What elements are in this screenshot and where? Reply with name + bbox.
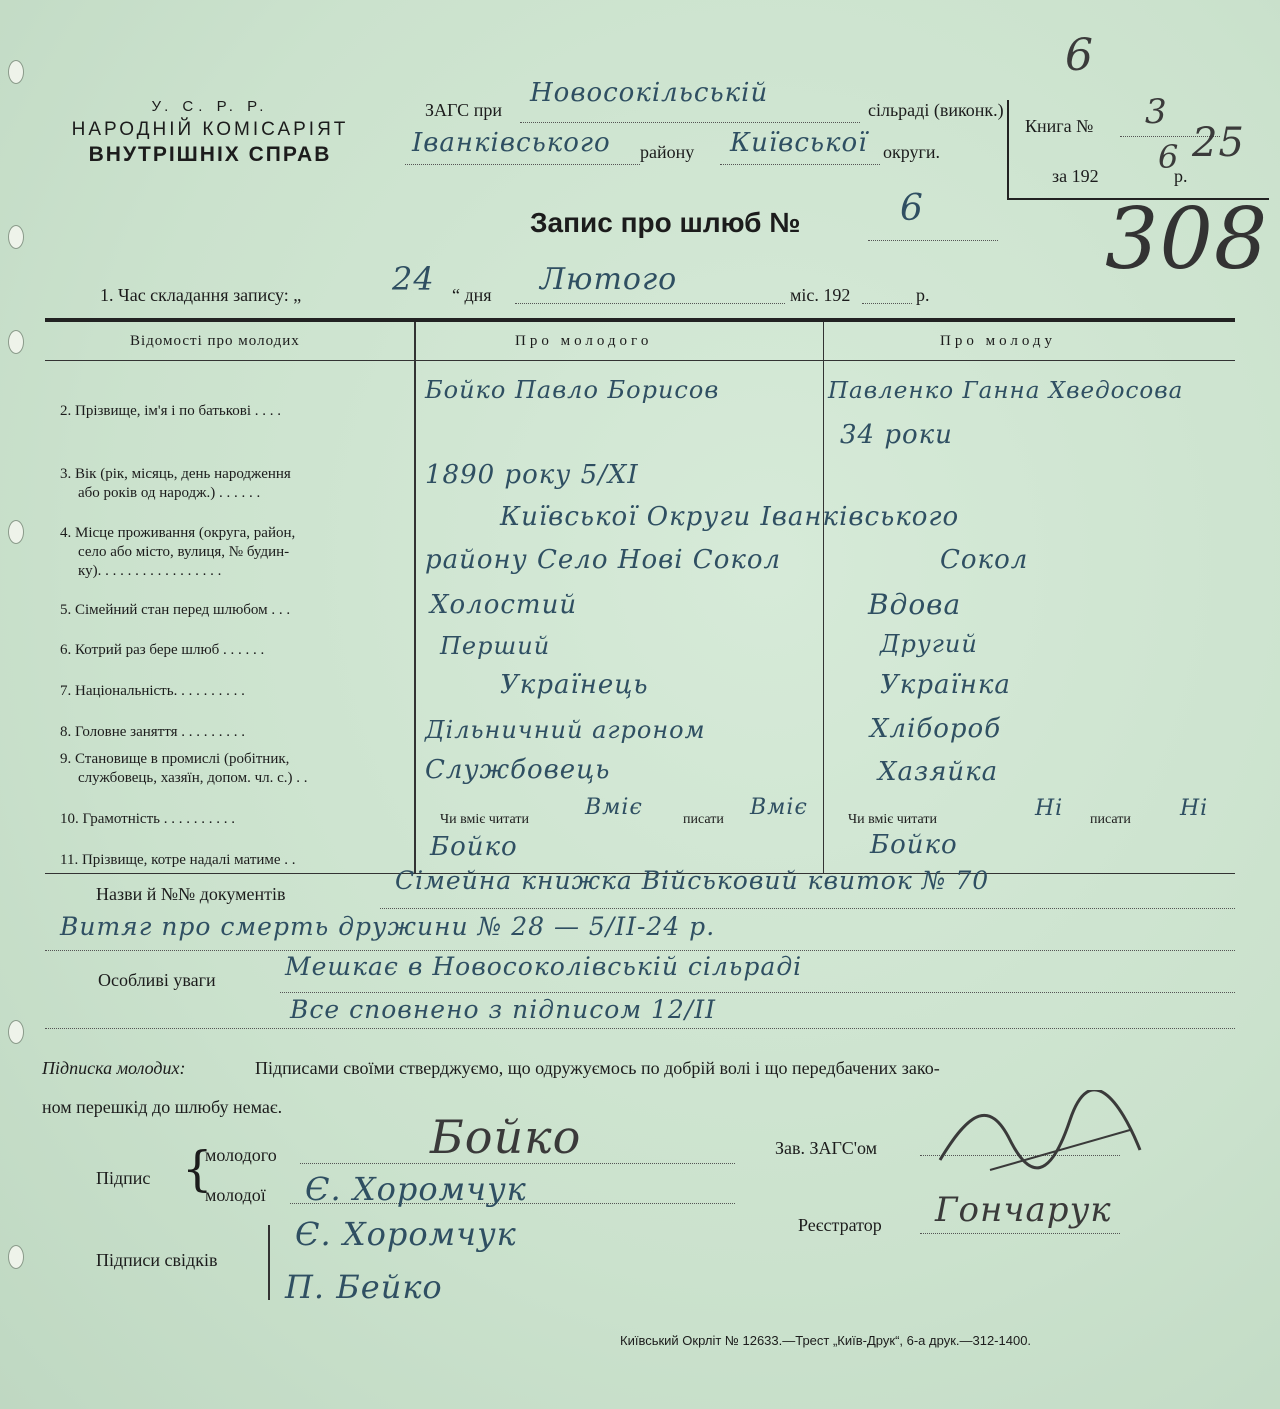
groom-sign-label: молодого <box>205 1145 277 1165</box>
head-zags-signature-scribble <box>930 1090 1160 1200</box>
book-year-label: за 192 <box>1052 166 1099 186</box>
col-info-header: Відомості про молодих <box>130 333 300 349</box>
bride-write-hw: Ні <box>1180 796 1209 821</box>
witness-1-signature-hw: Є. Хоромчук <box>295 1215 517 1253</box>
groom-times-hw: Перший <box>440 632 551 660</box>
head-zags-label: Зав. ЗАГС'ом <box>775 1138 877 1158</box>
record-month-label: міс. 192 <box>790 285 851 305</box>
witnesses-bracket <box>268 1225 270 1300</box>
witnesses-label: Підписи свідків <box>96 1250 218 1270</box>
groom-occupation-hw: Дільничний агроном <box>425 716 706 744</box>
record-year-suffix: р. <box>916 285 930 305</box>
documents-label: Назви й №№ документів <box>96 884 286 904</box>
raion-line <box>405 164 640 165</box>
bride-marital-hw: Вдова <box>868 588 962 621</box>
witness-2-signature-hw: П. Бейко <box>285 1268 443 1306</box>
groom-write-label: писати <box>683 812 724 827</box>
record-month-line <box>515 303 785 304</box>
row-label-position-1: 9. Становище в промислі (робітник, <box>60 751 290 767</box>
groom-read-label: Чи вміє читати <box>440 812 530 827</box>
row-label-literacy: 10. Грамотність . . . . . . . . . . <box>60 811 235 827</box>
bride-signature-hw: Є. Хоромчук <box>305 1170 527 1208</box>
raion-label: району <box>640 142 695 162</box>
bride-name-hw: Павленко Ганна Хведосова <box>828 378 1184 404</box>
bride-age-hw: 34 роки <box>840 420 953 450</box>
notes-line-1 <box>280 992 1235 993</box>
row-label-times: 6. Котрий раз бере шлюб . . . . . . <box>60 642 265 658</box>
book-year-suffix: р. <box>1174 166 1188 186</box>
table-col-divider-1 <box>414 322 416 874</box>
gov-line-1: У. С. Р. Р. <box>151 98 269 115</box>
registrar-signature-hw: Гончарук <box>935 1190 1112 1230</box>
zags-suffix: сільраді (виконк.) <box>868 100 1004 120</box>
registrar-label: Реєстратор <box>798 1215 882 1235</box>
book-label: Книга № <box>1025 116 1094 136</box>
bride-residence-hw: Сокол <box>940 545 1029 575</box>
punch-hole <box>8 1245 24 1269</box>
row-label-future-name: 11. Прізвище, котре надалі матиме . . <box>60 852 296 868</box>
notes-line-1-hw: Мешкає в Новосоколівській сільраді <box>285 952 803 981</box>
sign-brace-icon: { <box>182 1141 213 1197</box>
row-label-position-2: службовець, хазяїн, допом. чл. с.) . . <box>78 770 308 786</box>
row-label-residence-2: село або місто, вулиця, № будин- <box>78 544 290 560</box>
okruh-line <box>720 164 880 165</box>
pledge-text-1: Підписами своїми стверджуємо, що одружуємось по добрій волі і що передбачених зако- <box>255 1058 940 1078</box>
bride-nationality-hw: Українка <box>880 670 1011 700</box>
documents-line-2 <box>45 950 1235 951</box>
groom-signature-hw: Бойко <box>430 1110 582 1164</box>
row-label-age-2: або років од народж.) . . . . . . <box>78 485 261 501</box>
government-header <box>40 98 380 167</box>
documents-line-2-hw: Витяг про смерть дружини № 28 — 5/ІІ-24 р. <box>60 912 716 941</box>
groom-age-hw: 1890 року 5/ХІ <box>425 460 639 490</box>
documents-line-1-hw: Сімейна книжка Військовий квиток № 70 <box>395 866 990 895</box>
groom-residence-1-hw: Київської Округи Іванківського <box>500 502 960 532</box>
row-label-name: 2. Прізвище, ім'я і по батькові . . . . <box>60 403 282 419</box>
notes-label: Особливі уваги <box>98 970 216 990</box>
corner-number-hw: 6 <box>1065 30 1094 81</box>
record-day-label: “ дня <box>452 285 492 305</box>
record-number-line <box>868 240 998 241</box>
book-year-alt-hw: 25 <box>1192 120 1245 166</box>
groom-read-hw: Вміє <box>585 795 643 820</box>
punch-hole <box>8 60 24 84</box>
punch-hole <box>8 330 24 354</box>
row-label-marital: 5. Сімейний стан перед шлюбом . . . <box>60 602 291 618</box>
raion-hw: Іванківського <box>412 128 611 158</box>
side-number-hw: 308 <box>1105 190 1269 288</box>
bride-occupation-hw: Хлібороб <box>870 714 1002 744</box>
table-top-rule <box>45 318 1235 322</box>
record-time-label: 1. Час складання запису: „ <box>100 285 302 305</box>
bride-position-hw: Хазяйка <box>878 757 999 787</box>
print-footer: Київський Окрліт № 12633.—Трест „Київ-Друк“, 6-а друк.—312-1400. <box>620 1333 1032 1348</box>
col-bride-header: Про молоду <box>940 333 1057 349</box>
gov-line-3: ВНУТРІШНІХ СПРАВ <box>88 143 332 166</box>
okruh-hw: Київської <box>730 128 868 158</box>
punch-hole <box>8 1020 24 1044</box>
zags-prefix: ЗАГС при <box>425 100 502 120</box>
zags-village-line <box>520 122 860 123</box>
record-title: Запис про шлюб № <box>530 207 801 238</box>
notes-line-2 <box>45 1028 1235 1029</box>
okruh-label: округи. <box>883 142 941 162</box>
table-col-divider-2 <box>823 322 824 874</box>
book-number-hw: 3 <box>1145 92 1168 132</box>
row-label-occupation: 8. Головне заняття . . . . . . . . . <box>60 724 245 740</box>
bride-sign-label: молодої <box>205 1185 266 1205</box>
registrar-line <box>920 1233 1120 1234</box>
row-label-age-1: 3. Вік (рік, місяць, день народження <box>60 466 291 482</box>
record-number-hw: 6 <box>900 188 924 229</box>
groom-marital-hw: Холостий <box>430 590 578 620</box>
bride-future-name-hw: Бойко <box>870 830 958 860</box>
sign-label: Підпис <box>96 1168 151 1188</box>
bride-times-hw: Другий <box>880 630 978 658</box>
zags-village-hw: Новосокільській <box>530 78 769 108</box>
bride-write-label: писати <box>1090 812 1131 827</box>
row-label-residence-1: 4. Місце проживання (округа, район, <box>60 525 296 541</box>
documents-line-1 <box>380 908 1235 909</box>
groom-residence-2-hw: району Село Нові Сокол <box>425 545 782 575</box>
notes-line-2-hw: Все сповнено з підписом 12/ІІ <box>290 995 716 1024</box>
groom-name-hw: Бойко Павло Борисов <box>425 376 720 404</box>
record-year-line <box>862 303 912 304</box>
pledge-label: Підписка молодих: <box>42 1058 186 1078</box>
gov-line-2: НАРОДНІЙ КОМІСАРІЯТ <box>71 119 349 140</box>
groom-write-hw: Вміє <box>750 795 808 820</box>
bride-read-label: Чи вміє читати <box>848 812 938 827</box>
book-year-hw: 6 <box>1158 138 1180 176</box>
row-label-residence-3: ку). . . . . . . . . . . . . . . . . <box>78 563 222 579</box>
record-month-hw: Лютого <box>540 262 678 297</box>
groom-nationality-hw: Українець <box>500 670 649 700</box>
record-day-hw: 24 <box>392 260 435 298</box>
col-groom-header: Про молодого <box>515 333 653 349</box>
groom-position-hw: Службовець <box>425 755 611 785</box>
table-header-rule <box>45 360 1235 361</box>
groom-future-name-hw: Бойко <box>430 832 518 862</box>
punch-hole <box>8 520 24 544</box>
pledge-text-2: ном перешкід до шлюбу немає. <box>42 1097 283 1117</box>
bride-read-hw: Ні <box>1035 796 1064 821</box>
row-label-nationality: 7. Національність. . . . . . . . . . <box>60 683 245 699</box>
punch-hole <box>8 225 24 249</box>
